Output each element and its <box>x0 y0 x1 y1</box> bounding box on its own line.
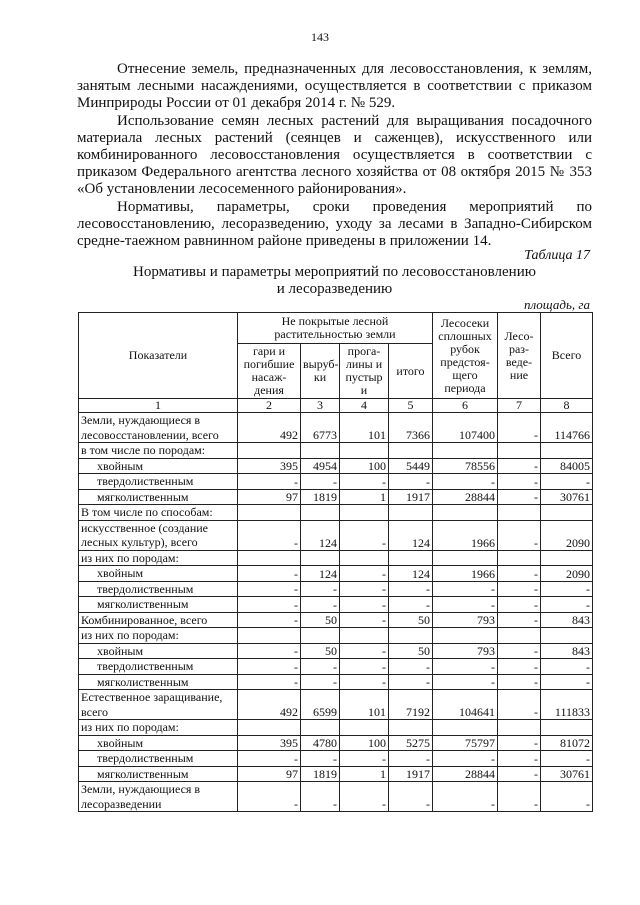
cell-value <box>238 505 301 521</box>
row-label: искусственное (создание лесных культур), всего <box>79 520 238 550</box>
cell-value <box>433 550 498 566</box>
cell-value: 114766 <box>541 413 593 443</box>
cell-value <box>389 443 433 459</box>
cell-value <box>541 550 593 566</box>
column-number: 4 <box>340 399 389 413</box>
cell-value: - <box>541 782 593 812</box>
cell-value: - <box>301 581 340 597</box>
cell-value: - <box>301 751 340 767</box>
row-label: В том числе по способам: <box>79 505 238 521</box>
row-label: хвойным <box>79 566 238 582</box>
header-afforestation: Лесо-раз-веде-ние <box>498 313 541 399</box>
cell-value: - <box>340 581 389 597</box>
cell-value: - <box>433 659 498 675</box>
cell-value: 1966 <box>433 566 498 582</box>
header-clearcuts: Лесосеки сплошных рубок предстоя-щего периода <box>433 313 498 399</box>
table-row <box>79 443 593 459</box>
cell-value: 50 <box>389 612 433 628</box>
cell-value: - <box>340 674 389 690</box>
cell-value <box>389 505 433 521</box>
row-label: Естественное заращивание, всего <box>79 690 238 720</box>
cell-value: 843 <box>541 612 593 628</box>
cell-value: - <box>238 659 301 675</box>
cell-value <box>340 720 389 736</box>
cell-value: - <box>433 751 498 767</box>
cell-value <box>238 720 301 736</box>
header-cuttings: выруб-ки <box>301 344 340 399</box>
table-row <box>79 505 593 521</box>
cell-value: - <box>238 612 301 628</box>
header-total-group: итого <box>389 344 433 399</box>
cell-value: - <box>541 659 593 675</box>
cell-value: - <box>498 782 541 812</box>
cell-value <box>541 628 593 644</box>
column-number: 7 <box>498 399 541 413</box>
cell-value <box>238 443 301 459</box>
cell-value <box>340 443 389 459</box>
cell-value: 100 <box>340 458 389 474</box>
cell-value: - <box>541 674 593 690</box>
cell-value <box>301 550 340 566</box>
row-label: мягколиственным <box>79 674 238 690</box>
cell-value: 124 <box>389 520 433 550</box>
cell-value: 492 <box>238 690 301 720</box>
cell-value <box>301 628 340 644</box>
cell-value: - <box>498 413 541 443</box>
cell-value <box>433 443 498 459</box>
table-row <box>79 720 593 736</box>
cell-value: 2090 <box>541 520 593 550</box>
cell-value: 28844 <box>433 766 498 782</box>
cell-value: - <box>433 597 498 613</box>
column-number: 2 <box>238 399 301 413</box>
cell-value: 84005 <box>541 458 593 474</box>
cell-value: 101 <box>340 413 389 443</box>
cell-value: 75797 <box>433 735 498 751</box>
table-row <box>79 659 593 675</box>
cell-value: 6773 <box>301 413 340 443</box>
table-title-line: и лесоразведению <box>276 281 393 297</box>
cell-value: - <box>301 659 340 675</box>
cell-value <box>541 505 593 521</box>
cell-value: 30761 <box>541 766 593 782</box>
cell-value: 1917 <box>389 489 433 505</box>
cell-value: - <box>389 674 433 690</box>
table-row <box>79 612 593 628</box>
paragraph: Нормативы, параметры, сроки проведения мероприятий по лесовосстановлению, лесоразведению, уходу за лесами в Западно-Сибирском средне-таежном равнинном районе приведены в приложении 14. <box>77 198 592 250</box>
cell-value: 124 <box>389 566 433 582</box>
cell-value: 793 <box>433 643 498 659</box>
table-row <box>79 690 593 720</box>
cell-value <box>498 550 541 566</box>
page-number: 143 <box>311 30 329 44</box>
cell-value <box>301 443 340 459</box>
body-text <box>77 61 592 250</box>
row-label: Земли, нуждающиеся в лесоразведении <box>79 782 238 812</box>
table-row <box>79 474 593 490</box>
cell-value: - <box>340 597 389 613</box>
row-label: Комбинированное, всего <box>79 612 238 628</box>
cell-value: - <box>340 520 389 550</box>
cell-value: - <box>498 766 541 782</box>
cell-value: 7192 <box>389 690 433 720</box>
cell-value: - <box>301 782 340 812</box>
cell-value: - <box>498 458 541 474</box>
table-row <box>79 628 593 644</box>
cell-value: 6599 <box>301 690 340 720</box>
cell-value <box>301 720 340 736</box>
cell-value: 5275 <box>389 735 433 751</box>
cell-value: - <box>498 690 541 720</box>
cell-value: - <box>433 674 498 690</box>
header-indicators: Показатели <box>79 313 238 399</box>
cell-value <box>340 550 389 566</box>
row-label: в том числе по породам: <box>79 443 238 459</box>
cell-value <box>433 720 498 736</box>
table-title <box>77 264 592 298</box>
cell-value: 1917 <box>389 766 433 782</box>
cell-value: 78556 <box>433 458 498 474</box>
table-row <box>79 751 593 767</box>
cell-value <box>433 505 498 521</box>
header-total: Всего <box>541 313 593 399</box>
cell-value: 124 <box>301 566 340 582</box>
row-label: Земли, нуждающиеся в лесовосстановлении, всего <box>79 413 238 443</box>
cell-value: 124 <box>301 520 340 550</box>
cell-value: 101 <box>340 690 389 720</box>
cell-value <box>541 720 593 736</box>
cell-value <box>498 505 541 521</box>
cell-value: 1819 <box>301 766 340 782</box>
paragraph: Отнесение земель, предназначенных для лесовосстановления, к землям, занятым лесными насаждениями, осуществляется в соответствии с приказом Минприроды России от 01 декабря 2014 г. № 529. <box>77 61 592 112</box>
row-label: твердолиственным <box>79 659 238 675</box>
cell-value: - <box>238 751 301 767</box>
cell-value: 1819 <box>301 489 340 505</box>
cell-value <box>541 443 593 459</box>
cell-value: - <box>238 597 301 613</box>
cell-value: 793 <box>433 612 498 628</box>
table-row <box>79 782 593 812</box>
cell-value: 395 <box>238 735 301 751</box>
cell-value: 843 <box>541 643 593 659</box>
cell-value: 28844 <box>433 489 498 505</box>
cell-value: - <box>498 597 541 613</box>
cell-value: - <box>340 751 389 767</box>
cell-value: - <box>238 581 301 597</box>
table-row <box>79 643 593 659</box>
norms-table <box>78 312 593 812</box>
cell-value <box>389 628 433 644</box>
cell-value: 5449 <box>389 458 433 474</box>
cell-value: 104641 <box>433 690 498 720</box>
cell-value <box>389 550 433 566</box>
cell-value: 1 <box>340 489 389 505</box>
row-label: твердолиственным <box>79 751 238 767</box>
cell-value: - <box>340 566 389 582</box>
cell-value <box>340 505 389 521</box>
row-label: твердолиственным <box>79 474 238 490</box>
cell-value: - <box>498 566 541 582</box>
row-label: хвойным <box>79 735 238 751</box>
table-number: Таблица 17 <box>524 248 590 263</box>
cell-value: - <box>498 735 541 751</box>
column-numbers-row <box>79 399 593 413</box>
column-number: 6 <box>433 399 498 413</box>
cell-value <box>238 550 301 566</box>
cell-value: 395 <box>238 458 301 474</box>
table-title-line: Нормативы и параметры мероприятий по лесовосстановлению <box>133 264 536 280</box>
cell-value <box>498 443 541 459</box>
cell-value: - <box>340 612 389 628</box>
cell-value: 7366 <box>389 413 433 443</box>
cell-value: - <box>389 751 433 767</box>
table-row <box>79 674 593 690</box>
cell-value <box>433 628 498 644</box>
cell-value: - <box>541 597 593 613</box>
cell-value: - <box>238 782 301 812</box>
cell-value: - <box>238 474 301 490</box>
cell-value: - <box>389 474 433 490</box>
table-row <box>79 566 593 582</box>
cell-value: - <box>433 581 498 597</box>
cell-value: - <box>498 474 541 490</box>
cell-value: 100 <box>340 735 389 751</box>
cell-value: - <box>340 474 389 490</box>
cell-value: 97 <box>238 489 301 505</box>
cell-value: - <box>340 782 389 812</box>
paragraph: Использование семян лесных растений для выращивания посадочного материала лесных растений (сеянцев и саженцев), искусственного или комбинированного лесовосстановления осуществляется в соответствии с приказом Федерального агентства лесного хозяйства от 08 октября 2015 № 353 «Об установлении лесосеменного районирования». <box>77 112 592 198</box>
cell-value: - <box>433 474 498 490</box>
cell-value <box>498 628 541 644</box>
row-label: мягколиственным <box>79 766 238 782</box>
cell-value <box>340 628 389 644</box>
cell-value: 50 <box>389 643 433 659</box>
table-row <box>79 581 593 597</box>
header-group: Не покрытые лесной растительностью земли <box>238 313 433 344</box>
header-burned: гари и погибшие насаж-дения <box>238 344 301 399</box>
header-glades: прога-лины и пустыр и <box>340 344 389 399</box>
cell-value: 2090 <box>541 566 593 582</box>
cell-value <box>389 720 433 736</box>
cell-value: - <box>389 581 433 597</box>
cell-value: - <box>389 597 433 613</box>
cell-value: - <box>301 597 340 613</box>
cell-value: 97 <box>238 766 301 782</box>
cell-value: - <box>238 566 301 582</box>
cell-value: - <box>498 581 541 597</box>
cell-value: - <box>498 751 541 767</box>
cell-value: 4780 <box>301 735 340 751</box>
cell-value: 30761 <box>541 489 593 505</box>
cell-value: - <box>301 474 340 490</box>
cell-value: - <box>498 612 541 628</box>
cell-value: 4954 <box>301 458 340 474</box>
cell-value: - <box>541 751 593 767</box>
cell-value: - <box>541 474 593 490</box>
column-number: 5 <box>389 399 433 413</box>
table-row <box>79 550 593 566</box>
cell-value <box>301 505 340 521</box>
cell-value: - <box>498 489 541 505</box>
table-unit: площадь, га <box>523 297 590 312</box>
cell-value: - <box>433 782 498 812</box>
column-number: 1 <box>79 399 238 413</box>
table-row <box>79 489 593 505</box>
column-number: 3 <box>301 399 340 413</box>
cell-value: - <box>498 520 541 550</box>
cell-value: 1 <box>340 766 389 782</box>
cell-value: - <box>498 674 541 690</box>
row-label: из них по породам: <box>79 720 238 736</box>
row-label: мягколиственным <box>79 489 238 505</box>
cell-value: - <box>498 659 541 675</box>
row-label: хвойным <box>79 458 238 474</box>
cell-value: - <box>301 674 340 690</box>
cell-value: - <box>541 581 593 597</box>
table-row <box>79 597 593 613</box>
row-label: из них по породам: <box>79 550 238 566</box>
cell-value: - <box>238 674 301 690</box>
cell-value: - <box>340 659 389 675</box>
table-row <box>79 458 593 474</box>
cell-value: - <box>389 659 433 675</box>
cell-value: 81072 <box>541 735 593 751</box>
cell-value: 492 <box>238 413 301 443</box>
row-label: мягколиственным <box>79 597 238 613</box>
cell-value: - <box>389 782 433 812</box>
cell-value: - <box>498 643 541 659</box>
cell-value: - <box>238 643 301 659</box>
cell-value <box>498 720 541 736</box>
cell-value: - <box>238 520 301 550</box>
table-row <box>79 520 593 550</box>
cell-value: 107400 <box>433 413 498 443</box>
column-number: 8 <box>541 399 593 413</box>
row-label: из них по породам: <box>79 628 238 644</box>
table-row <box>79 766 593 782</box>
table-row <box>79 735 593 751</box>
cell-value: 50 <box>301 612 340 628</box>
cell-value: 50 <box>301 643 340 659</box>
cell-value <box>238 628 301 644</box>
row-label: хвойным <box>79 643 238 659</box>
table-row <box>79 413 593 443</box>
cell-value: - <box>340 643 389 659</box>
cell-value: 1966 <box>433 520 498 550</box>
cell-value: 111833 <box>541 690 593 720</box>
row-label: твердолиственным <box>79 581 238 597</box>
